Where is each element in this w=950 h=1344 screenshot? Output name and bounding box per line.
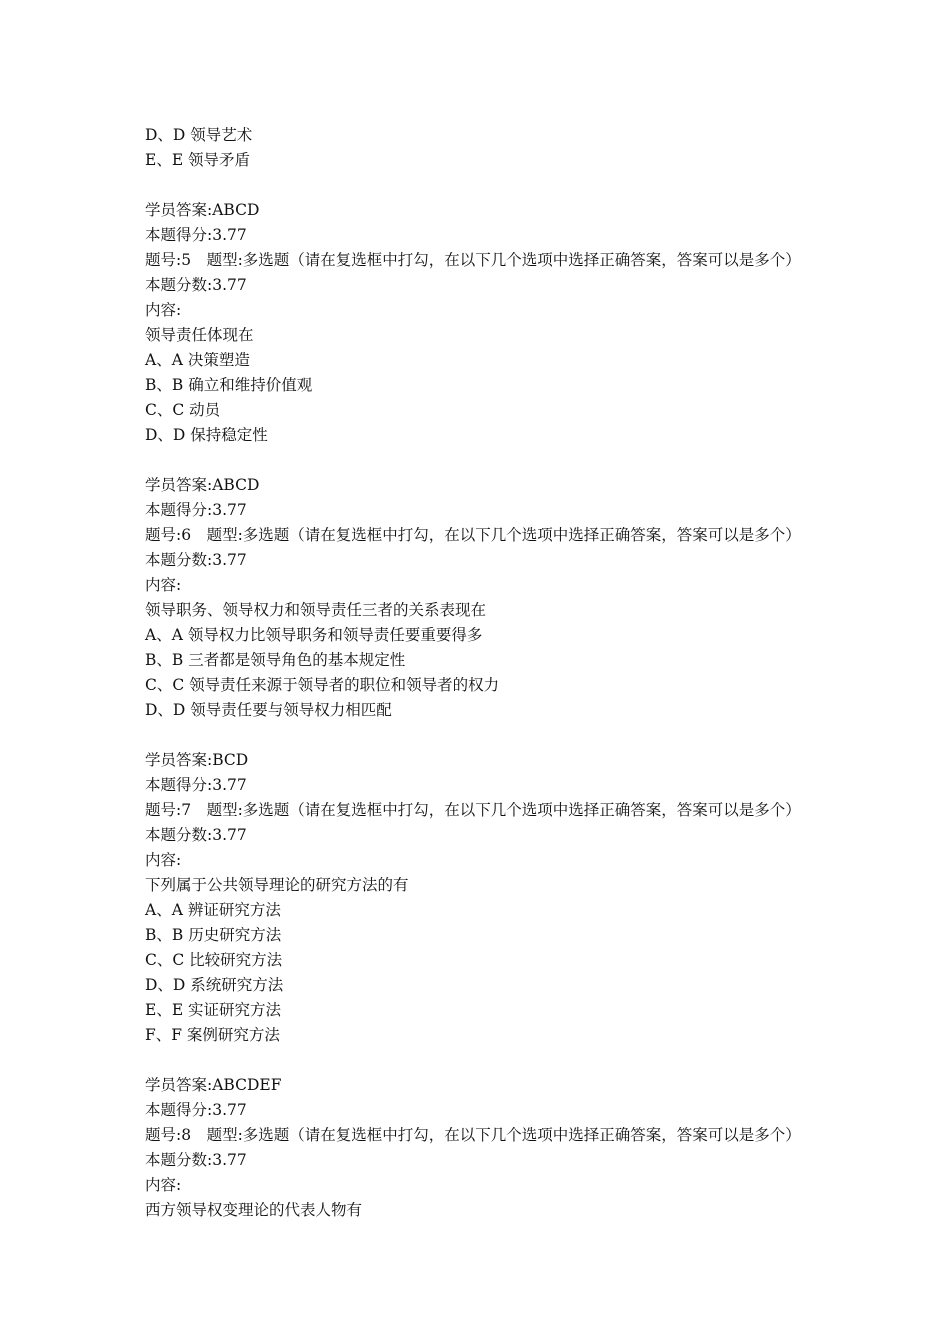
option-line: E、E 实证研究方法 — [145, 1001, 282, 1019]
option-line: C、C 比较研究方法 — [145, 951, 283, 969]
content-label: 内容: — [145, 576, 182, 594]
option-line: F、F 案例研究方法 — [145, 1026, 280, 1044]
option-line: D、D 领导责任要与领导权力相匹配 — [145, 701, 392, 719]
question-header: 题号:5 题型:多选题（请在复选框中打勾，在以下几个选项中选择正确答案，答案可以是多个） 本题分数:3.77 — [145, 251, 809, 294]
option-line: B、B 确立和维持价值观 — [145, 376, 313, 394]
question-header: 题号:8 题型:多选题（请在复选框中打勾，在以下几个选项中选择正确答案，答案可以是多个） 本题分数:3.77 — [145, 1126, 809, 1169]
option-line: B、B 历史研究方法 — [145, 926, 282, 944]
option-line: E、E 领导矛盾 — [145, 151, 251, 169]
option-line: A、A 决策塑造 — [145, 351, 250, 369]
content-label: 内容: — [145, 1176, 182, 1194]
option-line: C、C 动员 — [145, 401, 221, 419]
option-line: D、D 系统研究方法 — [145, 976, 284, 994]
spacer — [145, 173, 815, 198]
spacer — [145, 448, 815, 473]
question-score: 本题得分:3.77 — [145, 776, 247, 794]
question-text: 下列属于公共领导理论的研究方法的有 — [145, 876, 409, 894]
content-label: 内容: — [145, 301, 182, 319]
student-answer: 学员答案:ABCD — [145, 201, 260, 219]
content-label: 内容: — [145, 851, 182, 869]
option-line: D、D 保持稳定性 — [145, 426, 268, 444]
question-text: 西方领导权变理论的代表人物有 — [145, 1201, 363, 1219]
question-text: 领导责任体现在 — [145, 326, 254, 344]
question-text: 领导职务、领导权力和领导责任三者的关系表现在 — [145, 601, 487, 619]
spacer — [145, 1048, 815, 1073]
option-line: A、A 辨证研究方法 — [145, 901, 281, 919]
option-line: B、B 三者都是领导角色的基本规定性 — [145, 651, 406, 669]
question-header: 题号:7 题型:多选题（请在复选框中打勾，在以下几个选项中选择正确答案，答案可以是多个） 本题分数:3.77 — [145, 801, 809, 844]
student-answer: 学员答案:BCD — [145, 751, 249, 769]
document-content — [145, 123, 815, 1223]
question-score: 本题得分:3.77 — [145, 226, 247, 244]
student-answer: 学员答案:ABCDEF — [145, 1076, 282, 1094]
question-score: 本题得分:3.77 — [145, 501, 247, 519]
option-line: A、A 领导权力比领导职务和领导责任要重要得多 — [145, 626, 483, 644]
student-answer: 学员答案:ABCD — [145, 476, 260, 494]
question-score: 本题得分:3.77 — [145, 1101, 247, 1119]
option-line: C、C 领导责任来源于领导者的职位和领导者的权力 — [145, 676, 500, 694]
spacer — [145, 723, 815, 748]
question-header: 题号:6 题型:多选题（请在复选框中打勾，在以下几个选项中选择正确答案，答案可以是多个） 本题分数:3.77 — [145, 526, 809, 569]
option-line: D、D 领导艺术 — [145, 126, 253, 144]
